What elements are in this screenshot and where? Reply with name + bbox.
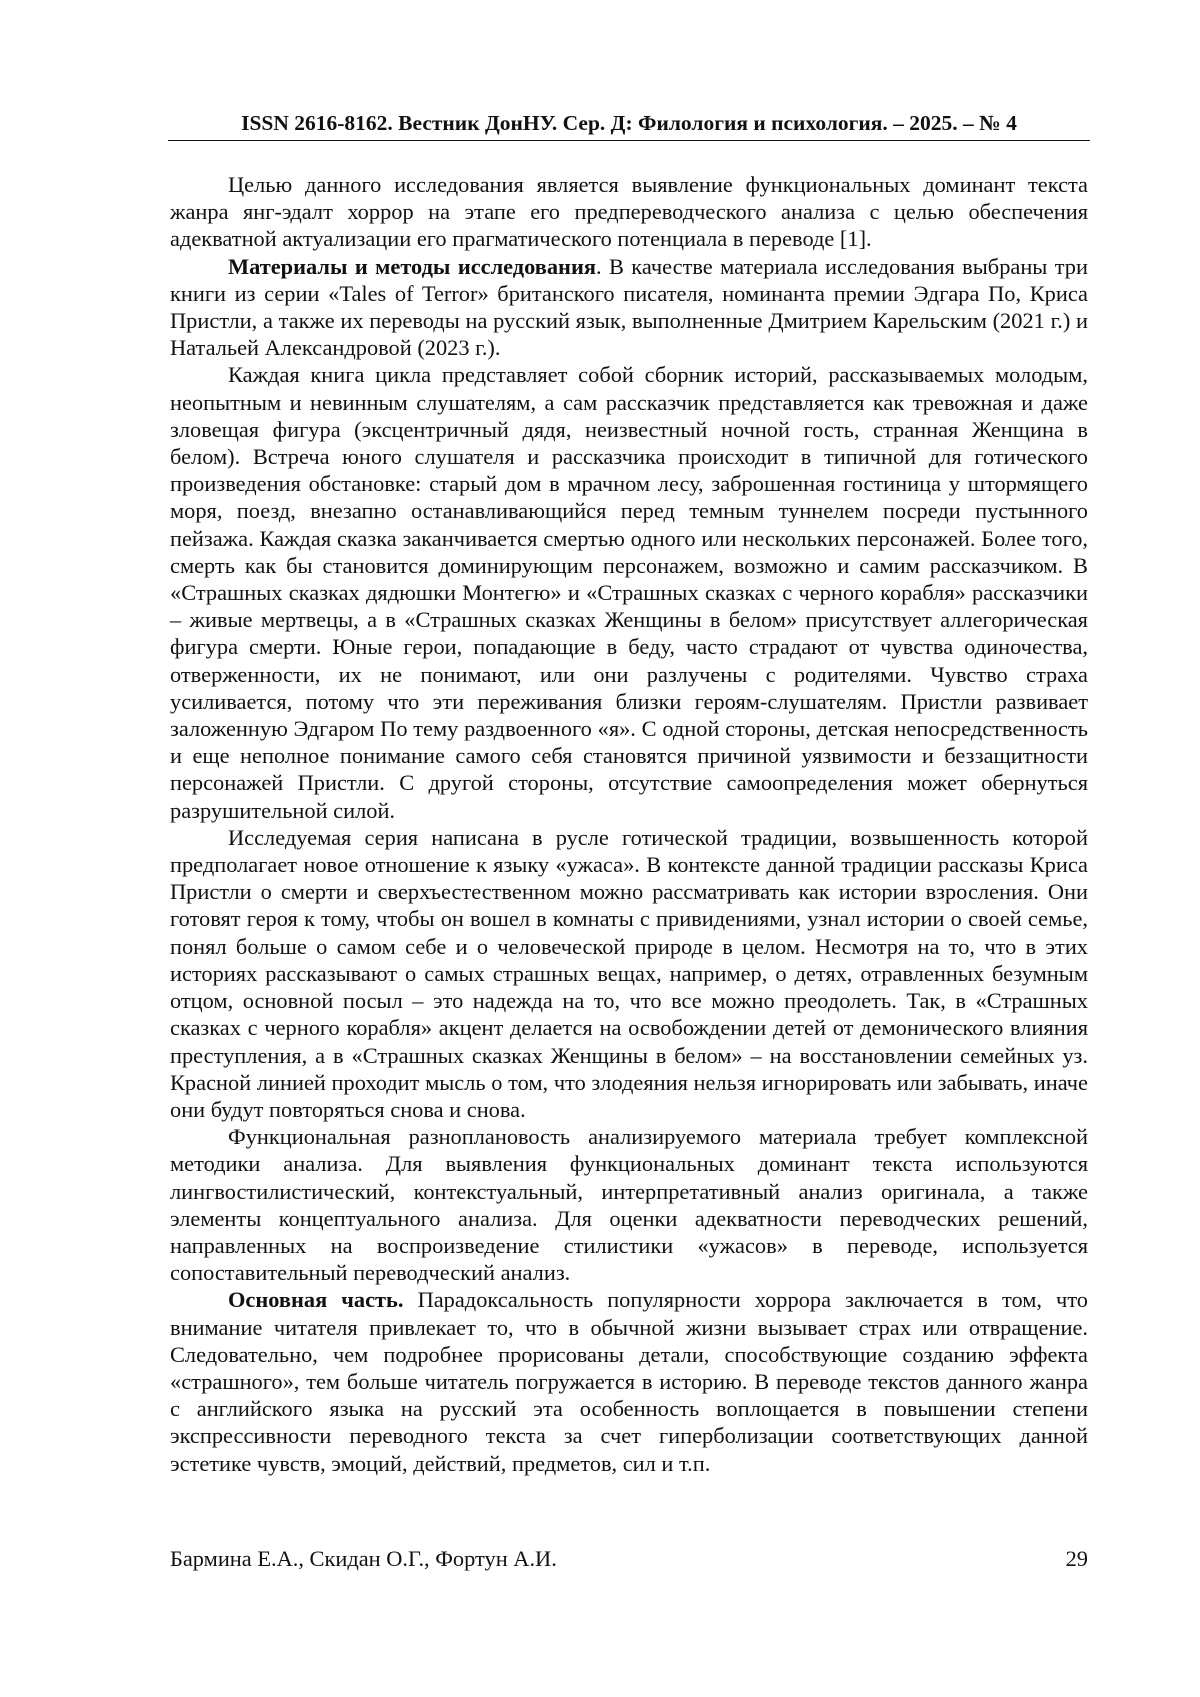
header-divider (168, 140, 1090, 141)
paragraph-text: Парадоксальность популярности хоррора заключается в том, что внимание читателя привлекает то, что в обычной жизни вызывает страх или отвращение. Следовательно, чем подробнее прорисованы детали, способствующие созданию эффекта «страшного», тем больше читатель погружается в историю. В переводе текстов данного жанра с английского языка на русский эта особенность воплощается в повышении степени экспрессивности переводного текста за счет гиперболизации соответствующих данной эстетике чувств, эмоций, действий, предметов, сил и т.п. (170, 1287, 1089, 1476)
paragraph-text: . В качестве материала исследования выбраны три книги из серии «Tales of Terror» британского писателя, номинанта премии Эдгара По, Криса Пристли, а также их переводы на русский язык, выполненные Дмитрием Карельским (2021 г.) и Натальей Александровой (2023 г.). (170, 253, 1088, 361)
paragraph-series-description (170, 361, 1088, 823)
section-heading-main-part: Основная часть. (228, 1287, 404, 1313)
paragraph-materials-methods (170, 253, 1088, 362)
article-body (170, 171, 1088, 1477)
paragraph-text: Каждая книга цикла представляет собой сборник историй, рассказываемых молодым, неопытным и невинным слушателям, а сам рассказчик представляется как тревожная и даже зловещая фигура (эксцентричный дядя, неизвестный ночной гость, странная Женщина в белом). Встреча юного слушателя и рассказчика происходит в типичной для готического произведения обстановке: старый дом в мрачном лесу, заброшенная гостиница у штормящего моря, поезд, внезапно останавливающийся перед темным туннелем посреди пустынного пейзажа. Каждая сказка заканчивается смертью одного или нескольких персонажей. Более того, смерть как бы становится доминирующим персонажем, возможно и самим рассказчиком. В «Страшных сказках дядюшки Монтегю» и «Страшных сказках с черного корабля» рассказчики – живые мертвецы, а в «Страшных сказках Женщины в белом» присутствует аллегорическая фигура смерти. Юные герои, попадающие в беду, часто страдают от чувства одиночества, отверженности, их не понимают, или они разлучены с родителями. Чувство страха усиливается, потому что эти переживания близки героям-слушателям. Пристли развивает заложенную Эдгаром По тему раздвоенного «я». С одной стороны, детская непосредственность и еще неполное понимание самого себя становятся причиной уязвимости и беззащитности персонажей Пристли. С другой стороны, отсутствие самоопределения может обернуться разрушительной силой. (170, 362, 1088, 823)
paragraph-methodology (170, 1123, 1088, 1286)
paragraph-text: Исследуемая серия написана в русле готической традиции, возвышенность которой предполагает новое отношение к языку «ужаса». В контексте данной традиции рассказы Криса Пристли о смерти и сверхъестественном можно рассматривать как истории взросления. Они готовят героя к тому, чтобы он вошел в комнаты с привидениями, узнал истории о своей семье, понял больше о самом себе и о человеческой природе в целом. Несмотря на то, что в этих историях рассказывают о самых страшных вещах, например, о детях, отравленных безумным отцом, основной посыл – это надежда на то, что все можно преодолеть. Так, в «Страшных сказках с черного корабля» акцент делается на освобождении детей от демонического влияния преступления, а в «Страшных сказках Женщины в белом» – на восстановлении семейных уз. Красной линией проходит мысль о том, что злодеяния нельзя игнорировать или забывать, иначе они будут повторяться снова и снова. (170, 824, 1088, 1122)
paragraph-text: Целью данного исследования является выявление функциональных доминант текста жанра янг-эдалт хоррор на этапе его предпереводческого анализа с целью обеспечения адекватной актуализации его прагматического потенциала в переводе [1]. (170, 172, 1088, 252)
running-header: ISSN 2616-8162. Вестник ДонНУ. Сер. Д: Филология и психология. – 2025. – № 4 (241, 111, 1017, 135)
footer-authors: Бармина Е.А., Скидан О.Г., Фортун А.И. (170, 1546, 557, 1571)
page-number: 29 (1065, 1546, 1088, 1571)
paragraph-aim (170, 171, 1088, 253)
paragraph-text: Функциональная разноплановость анализируемого материала требует комплексной методики анализа. Для выявления функциональных доминант текста используются лингвостилистический, контекстуальный, интерпретативный анализ оригинала, а также элементы концептуального анализа. Для оценки адекватности переводческих решений, направленных на воспроизведение стилистики «ужасов» в переводе, используется сопоставительный переводческий анализ. (170, 1124, 1088, 1286)
paragraph-gothic-tradition (170, 824, 1088, 1123)
section-heading-materials-methods: Материалы и методы исследования (228, 253, 596, 279)
paragraph-main-part (170, 1286, 1088, 1476)
